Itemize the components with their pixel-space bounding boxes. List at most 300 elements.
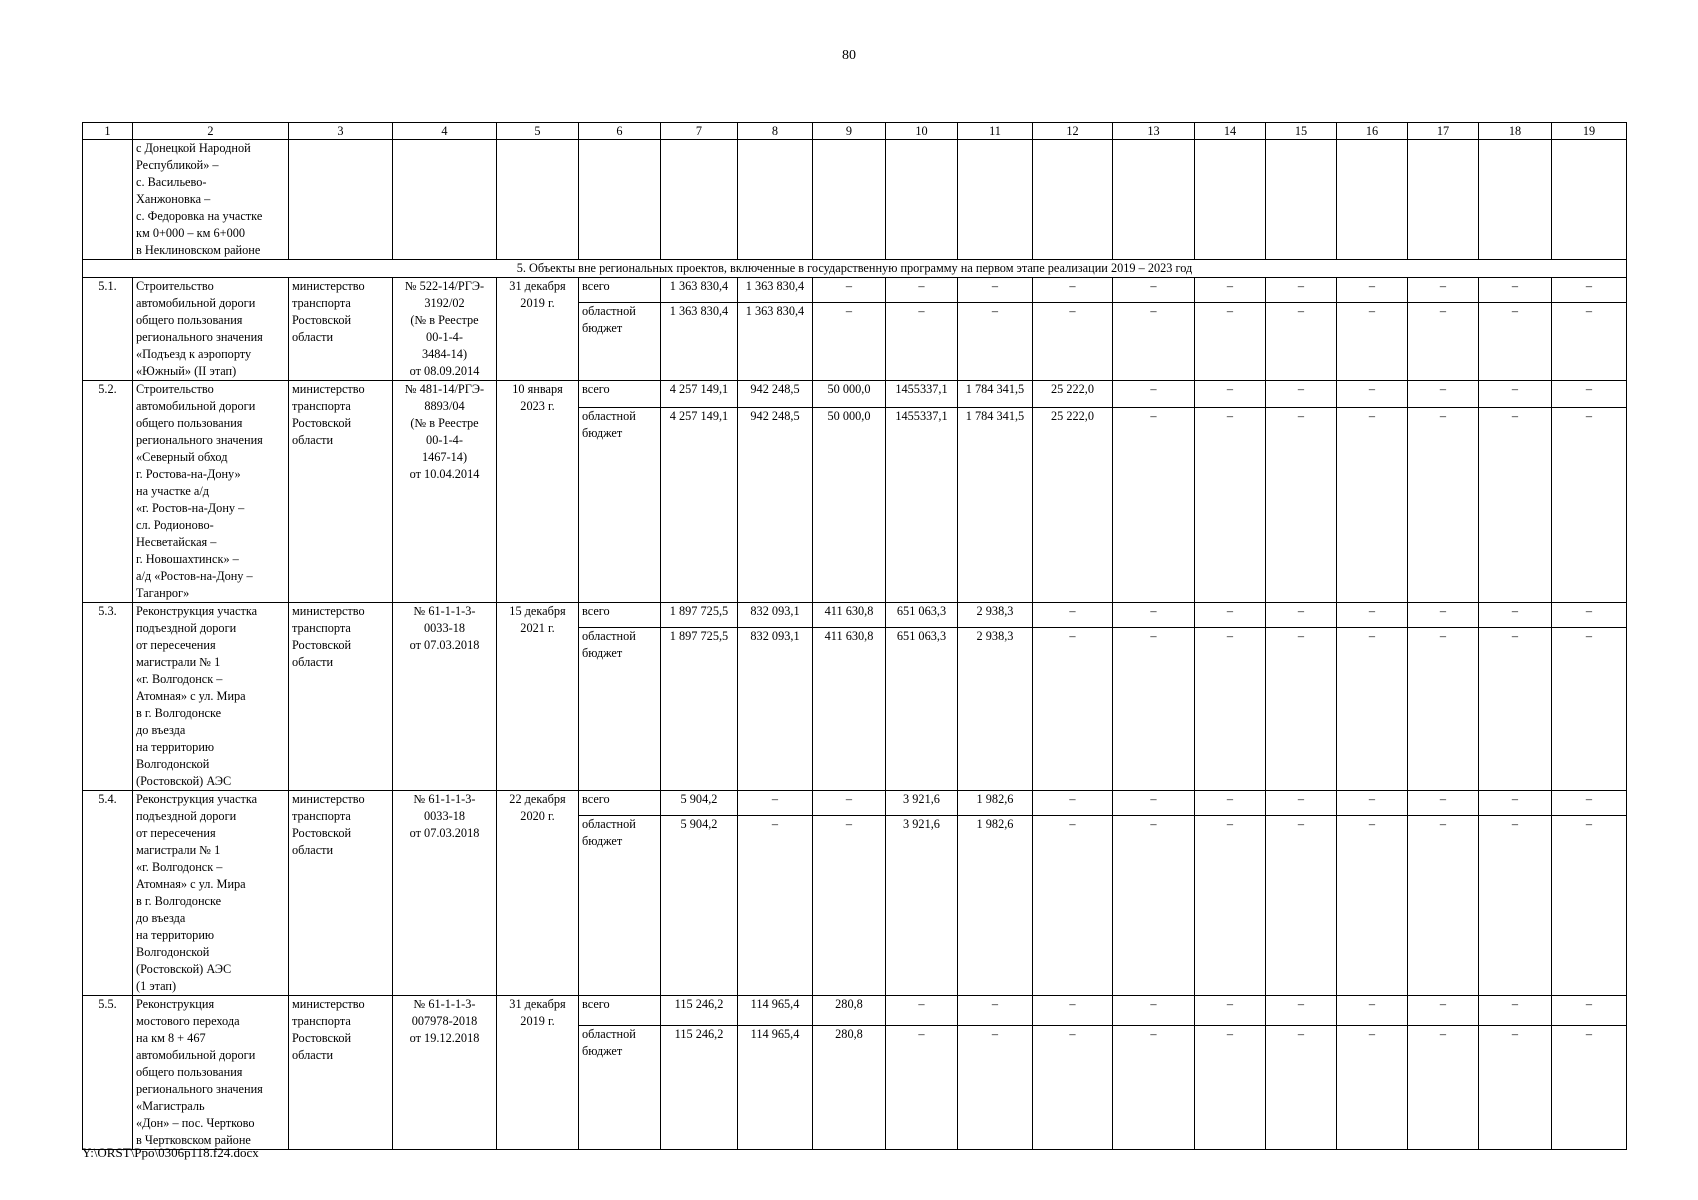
funding-amount-text: –: [1439, 304, 1447, 318]
funding-amount: [1479, 278, 1552, 303]
funding-amount: [1337, 278, 1408, 303]
funding-amount-text: –: [1439, 792, 1447, 806]
funding-amount-text: 2 938,3: [976, 629, 1014, 643]
column-number-header-text: 17: [1436, 124, 1450, 138]
funding-amount-text: –: [845, 817, 853, 831]
funding-amount-text: 1455337,1: [895, 382, 948, 396]
funding-amount-text: –: [845, 792, 853, 806]
funding-amount: [1033, 628, 1113, 791]
cell-empty: [393, 140, 497, 260]
funding-amount-text: –: [1585, 997, 1593, 1011]
funding-amount: [813, 791, 886, 816]
funding-amount: [813, 408, 886, 603]
funding-amount-text: –: [1069, 304, 1076, 318]
funding-amount: [1033, 381, 1113, 408]
funding-amount: [1479, 791, 1552, 816]
section-title-row: [83, 260, 1627, 278]
table-row: [83, 996, 1627, 1026]
cell-empty: [1113, 140, 1195, 260]
customer-name: [289, 603, 393, 791]
funding-amount-text: –: [1511, 629, 1519, 643]
funding-source: [579, 381, 661, 408]
object-name-text: Реконструкция участка подъездной дороги от пересечения магистрали № 1 «г. Волгодонск – Атомная» с ул. Мира в г. Волгодонске до въезда на территорию Волгодонской (Ростовской) АЭС (1 этап): [136, 792, 258, 993]
funding-amount: [1113, 278, 1195, 303]
funding-amount: [813, 603, 886, 628]
funding-amount-text: –: [1226, 817, 1234, 831]
expertise-conclusion: [393, 381, 497, 603]
funding-amount: [813, 303, 886, 381]
funding-amount-text: 411 630,8: [824, 604, 874, 618]
funding-amount-text: –: [1439, 409, 1447, 423]
funding-amount-text: –: [771, 792, 779, 806]
row-number-text: 5.1.: [98, 279, 117, 293]
funding-source: [579, 303, 661, 381]
funding-amount-text: –: [1297, 997, 1305, 1011]
funding-amount-text: 280,8: [835, 1027, 863, 1041]
funding-amount: [1266, 408, 1337, 603]
funding-amount-text: 1 982,6: [976, 792, 1014, 806]
funding-amount: [1337, 381, 1408, 408]
funding-amount-text: –: [1069, 997, 1076, 1011]
column-number-header-text: 2: [207, 124, 214, 138]
completion-date-text: 31 декабря 2019 г.: [509, 279, 566, 310]
customer-name-text: министерство транспорта Ростовской области: [292, 382, 365, 447]
funding-amount-text: –: [1585, 279, 1593, 293]
funding-amount: [1033, 1026, 1113, 1150]
funding-amount: [661, 628, 738, 791]
row-number: [83, 381, 133, 603]
funding-amount-text: 411 630,8: [824, 629, 874, 643]
funding-amount: [958, 628, 1033, 791]
funding-amount: [813, 816, 886, 996]
funding-amount: [1113, 791, 1195, 816]
funding-amount: [738, 408, 813, 603]
funding-amount-text: –: [1368, 604, 1376, 618]
expertise-conclusion: [393, 996, 497, 1150]
funding-amount-text: 115 246,2: [674, 997, 724, 1011]
funding-amount-text: –: [1511, 304, 1519, 318]
funding-source: [579, 1026, 661, 1150]
expertise-conclusion: [393, 278, 497, 381]
object-name: [133, 603, 289, 791]
funding-amount: [886, 628, 958, 791]
cell-empty: [1266, 140, 1337, 260]
funding-amount: [1033, 816, 1113, 996]
funding-amount-text: –: [1297, 604, 1305, 618]
column-number-header: [1408, 123, 1479, 140]
expertise-conclusion: [393, 791, 497, 996]
funding-amount-text: 1 982,6: [976, 817, 1014, 831]
funding-amount: [661, 1026, 738, 1150]
funding-amount: [1266, 381, 1337, 408]
funding-amount: [1033, 303, 1113, 381]
funding-amount: [661, 278, 738, 303]
cell-empty: [497, 140, 579, 260]
column-number-header: [1552, 123, 1627, 140]
funding-amount: [661, 816, 738, 996]
funding-amount: [1195, 303, 1266, 381]
funding-amount-text: –: [1439, 279, 1447, 293]
funding-amount-text: –: [1585, 382, 1593, 396]
funding-amount: [1195, 603, 1266, 628]
funding-amount: [1266, 816, 1337, 996]
funding-amount-text: –: [918, 279, 925, 293]
funding-amount: [958, 996, 1033, 1026]
column-number-header-text: 11: [989, 124, 1001, 138]
funding-amount: [1113, 816, 1195, 996]
column-number-header-text: 14: [1223, 124, 1237, 138]
funding-amount-text: 1 363 830,4: [745, 279, 805, 293]
funding-amount-text: 942 248,5: [750, 409, 800, 423]
funding-amount: [1113, 408, 1195, 603]
funding-amount: [813, 996, 886, 1026]
completion-date: [497, 603, 579, 791]
funding-amount: [958, 791, 1033, 816]
customer-name-text: министерство транспорта Ростовской области: [292, 792, 365, 857]
funding-source: [579, 408, 661, 603]
expertise-conclusion-text: № 481-14/РГЭ- 8893/04 (№ в Реестре 00-1-4- 1467-14) от 10.04.2014: [404, 382, 485, 481]
funding-amount-text: –: [1150, 1027, 1157, 1041]
column-number-header: [813, 123, 886, 140]
funding-amount-text: –: [1585, 1027, 1593, 1041]
funding-amount: [958, 603, 1033, 628]
row-number-text: 5.2.: [98, 382, 117, 396]
funding-amount: [958, 816, 1033, 996]
object-name-text: Строительство автомобильной дороги общего пользования регионального значения «Северный обход г. Ростова-на-Дону» на участке а/д «г. Ростов-на-Дону – сл. Родионово- Несветайская – г. Новошахтинск» – а/д «Ростов-на-Дону – Таганрог»: [136, 382, 263, 600]
funding-amount: [1408, 628, 1479, 791]
funding-amount: [661, 381, 738, 408]
funding-amount-text: –: [1585, 604, 1593, 618]
funding-amount-text: –: [1150, 817, 1157, 831]
funding-source: [579, 278, 661, 303]
funding-amount-text: –: [991, 997, 999, 1011]
funding-amount: [1266, 278, 1337, 303]
funding-amount: [1479, 628, 1552, 791]
completion-date: [497, 996, 579, 1150]
completion-date: [497, 791, 579, 996]
funding-amount: [1195, 996, 1266, 1026]
funding-amount-text: 50 000,0: [827, 382, 871, 396]
cell-empty: [1408, 140, 1479, 260]
customer-name: [289, 381, 393, 603]
funding-amount-text: –: [991, 1027, 999, 1041]
funding-amount-text: –: [1297, 817, 1305, 831]
funding-amount: [1552, 791, 1627, 816]
funding-amount: [1552, 408, 1627, 603]
funding-amount-text: –: [1226, 279, 1234, 293]
completion-date: [497, 381, 579, 603]
funding-amount: [1195, 278, 1266, 303]
funding-amount-text: 3 921,6: [903, 817, 940, 831]
funding-amount: [1337, 628, 1408, 791]
funding-amount-text: –: [1585, 304, 1593, 318]
funding-amount-text: –: [1439, 1027, 1447, 1041]
funding-amount-text: –: [1368, 304, 1376, 318]
funding-amount-text: –: [1069, 629, 1076, 643]
expertise-conclusion-text: № 61-1-1-3- 0033-18 от 07.03.2018: [409, 604, 480, 652]
funding-amount-text: –: [918, 997, 925, 1011]
object-name: [133, 791, 289, 996]
funding-amount-text: –: [1511, 382, 1519, 396]
funding-amount-text: –: [1069, 1027, 1076, 1041]
funding-amount: [738, 1026, 813, 1150]
funding-amount-text: –: [1368, 817, 1376, 831]
funding-amount: [1266, 996, 1337, 1026]
funding-amount-text: –: [1226, 304, 1234, 318]
object-name: [133, 996, 289, 1150]
funding-amount-text: –: [1069, 604, 1076, 618]
funding-amount-text: 1 897 725,5: [669, 629, 729, 643]
funding-amount-text: –: [1297, 279, 1305, 293]
funding-amount-text: –: [1368, 997, 1376, 1011]
expertise-conclusion-text: № 61-1-1-3- 0033-18 от 07.03.2018: [409, 792, 480, 840]
cell-empty: [1337, 140, 1408, 260]
funding-amount: [738, 996, 813, 1026]
funding-source: [579, 603, 661, 628]
funding-amount: [1337, 603, 1408, 628]
funding-amount-text: –: [1368, 1027, 1376, 1041]
funding-amount-text: –: [1150, 382, 1157, 396]
column-number-header-text: 3: [337, 124, 344, 138]
funding-amount-text: 114 965,4: [750, 1027, 800, 1041]
funding-amount-text: –: [1439, 997, 1447, 1011]
funding-amount-text: 1 363 830,4: [669, 304, 729, 318]
funding-amount-text: –: [1226, 997, 1234, 1011]
funding-amount-text: –: [1226, 382, 1234, 396]
funding-amount-text: 1 897 725,5: [669, 604, 729, 618]
column-number-header: [738, 123, 813, 140]
funding-amount-text: –: [1150, 604, 1157, 618]
funding-amount: [1408, 381, 1479, 408]
funding-amount: [886, 996, 958, 1026]
funding-amount: [1195, 408, 1266, 603]
column-number-header-text: 7: [695, 124, 703, 138]
funding-amount-text: 651 063,3: [896, 604, 947, 618]
column-number-header-text: 19: [1582, 124, 1596, 138]
funding-amount-text: –: [845, 279, 853, 293]
funding-amount-text: 5 904,2: [680, 792, 718, 806]
funding-amount: [1266, 303, 1337, 381]
funding-amount-text: 1 784 341,5: [965, 409, 1025, 423]
funding-source: [579, 996, 661, 1026]
funding-amount: [1337, 791, 1408, 816]
funding-source-text: всего: [582, 382, 610, 396]
funding-amount: [1408, 278, 1479, 303]
funding-amount: [1552, 816, 1627, 996]
funding-amount: [1408, 996, 1479, 1026]
funding-amount: [958, 408, 1033, 603]
funding-amount: [1479, 816, 1552, 996]
funding-amount: [958, 381, 1033, 408]
column-number-header-text: 12: [1066, 124, 1079, 138]
funding-amount-text: 1 784 341,5: [965, 382, 1025, 396]
expertise-conclusion-text: № 522-14/РГЭ- 3192/02 (№ в Реестре 00-1-4- 3484-14) от 08.09.2014: [404, 279, 485, 378]
funding-amount: [1033, 408, 1113, 603]
column-number-header-text: 5: [534, 124, 541, 138]
continuation-row: [83, 140, 1627, 260]
funding-amount: [1113, 628, 1195, 791]
cell-empty: [958, 140, 1033, 260]
funding-amount: [1033, 278, 1113, 303]
expertise-conclusion-text: № 61-1-1-3- 007978-2018 от 19.12.2018: [409, 997, 480, 1045]
funding-amount: [1552, 381, 1627, 408]
funding-amount: [738, 381, 813, 408]
column-number-header: [133, 123, 289, 140]
funding-amount-text: –: [1226, 1027, 1234, 1041]
funding-amount-text: –: [1297, 629, 1305, 643]
column-number-header-text: 18: [1508, 124, 1522, 138]
funding-amount: [738, 628, 813, 791]
funding-amount: [1552, 603, 1627, 628]
funding-amount: [738, 816, 813, 996]
customer-name: [289, 278, 393, 381]
object-name-continuation: [133, 140, 289, 260]
funding-source-text: областной бюджет: [582, 304, 636, 335]
funding-source: [579, 791, 661, 816]
column-number-header-text: 6: [616, 124, 623, 138]
funding-amount-text: 1 363 830,4: [669, 279, 729, 293]
funding-amount: [958, 303, 1033, 381]
funding-amount: [1408, 303, 1479, 381]
cell-empty: [1479, 140, 1552, 260]
column-number-header: [1033, 123, 1113, 140]
funding-amount-text: –: [1585, 409, 1593, 423]
funding-amount: [1408, 408, 1479, 603]
funding-amount: [886, 816, 958, 996]
funding-amount: [1552, 996, 1627, 1026]
column-number-header-row: [83, 123, 1627, 140]
customer-name-text: министерство транспорта Ростовской области: [292, 997, 365, 1062]
column-number-header: [83, 123, 133, 140]
column-number-header: [1195, 123, 1266, 140]
funding-amount: [886, 381, 958, 408]
funding-amount-text: –: [1585, 817, 1593, 831]
funding-amount-text: 942 248,5: [750, 382, 800, 396]
funding-amount-text: –: [845, 304, 853, 318]
funding-amount: [1195, 381, 1266, 408]
funding-amount-text: –: [1585, 629, 1593, 643]
column-number-header-text: 10: [915, 124, 928, 138]
cell-empty: [1552, 140, 1627, 260]
funding-amount: [1479, 303, 1552, 381]
funding-amount-text: –: [1368, 629, 1376, 643]
funding-amount: [738, 303, 813, 381]
funding-amount-text: –: [1150, 997, 1157, 1011]
funding-amount-text: –: [1368, 382, 1376, 396]
funding-amount-text: 651 063,3: [896, 629, 947, 643]
footer-file-path: Y:\ORST\Ppo\0306p118.f24.docx: [82, 1145, 259, 1160]
funding-amount: [1266, 791, 1337, 816]
column-number-header-text: 16: [1365, 124, 1379, 138]
table-row: [83, 381, 1627, 408]
funding-amount-text: 25 222,0: [1050, 382, 1095, 396]
funding-amount: [1113, 303, 1195, 381]
column-number-header: [1337, 123, 1408, 140]
funding-amount: [738, 791, 813, 816]
funding-amount: [1552, 303, 1627, 381]
funding-amount-text: –: [1069, 817, 1076, 831]
funding-source-text: областной бюджет: [582, 1027, 636, 1058]
funding-amount-text: –: [991, 304, 999, 318]
expertise-conclusion: [393, 603, 497, 791]
funding-amount-text: –: [1511, 997, 1519, 1011]
column-number-header: [661, 123, 738, 140]
funding-amount-text: 5 904,2: [680, 817, 718, 831]
funding-amount: [1479, 603, 1552, 628]
funding-amount: [1408, 603, 1479, 628]
funding-amount-text: –: [1511, 604, 1519, 618]
funding-amount: [1552, 278, 1627, 303]
funding-amount-text: –: [991, 279, 999, 293]
funding-amount: [1337, 303, 1408, 381]
funding-amount-text: –: [1297, 382, 1305, 396]
object-name-text: Реконструкция мостового перехода на км 8 + 467 автомобильной дороги общего пользования регионального значения «Магистраль «Дон» – пос. Чертково в Чертковском районе: [136, 997, 263, 1147]
funding-amount-text: –: [918, 304, 925, 318]
funding-amount: [1337, 408, 1408, 603]
funding-amount: [1195, 816, 1266, 996]
funding-amount: [1195, 1026, 1266, 1150]
cell-empty: [661, 140, 738, 260]
funding-amount-text: –: [771, 817, 779, 831]
funding-amount: [813, 278, 886, 303]
column-number-header: [579, 123, 661, 140]
funding-amount: [958, 1026, 1033, 1150]
customer-name-text: министерство транспорта Ростовской области: [292, 604, 365, 669]
funding-amount: [1479, 381, 1552, 408]
row-number: [83, 278, 133, 381]
funding-amount: [1113, 603, 1195, 628]
funding-amount: [813, 381, 886, 408]
funding-amount-text: 115 246,2: [674, 1027, 724, 1041]
funding-amount-text: 2 938,3: [976, 604, 1014, 618]
funding-amount-text: –: [1297, 1027, 1305, 1041]
section-title: [83, 260, 1627, 278]
funding-amount: [1552, 628, 1627, 791]
funding-amount: [661, 791, 738, 816]
funding-amount: [1033, 603, 1113, 628]
funding-amount-text: 50 000,0: [827, 409, 871, 423]
funding-amount: [813, 628, 886, 791]
funding-amount-text: –: [1150, 304, 1157, 318]
funding-amount: [886, 408, 958, 603]
program-objects-table: [82, 122, 1627, 1150]
object-name: [133, 278, 289, 381]
funding-amount: [886, 791, 958, 816]
customer-name-text: министерство транспорта Ростовской области: [292, 279, 365, 344]
funding-amount: [661, 408, 738, 603]
funding-amount: [1337, 1026, 1408, 1150]
funding-amount: [661, 303, 738, 381]
column-number-header: [393, 123, 497, 140]
table-row: [83, 791, 1627, 816]
funding-amount: [1479, 1026, 1552, 1150]
object-name-text: Строительство автомобильной дороги общего пользования регионального значения «Подъезд к аэропорту «Южный» (II этап): [136, 279, 263, 378]
column-number-header-text: 8: [771, 124, 779, 138]
funding-amount-text: –: [1069, 792, 1076, 806]
funding-amount: [813, 1026, 886, 1150]
column-number-header: [1479, 123, 1552, 140]
funding-amount-text: –: [1150, 792, 1157, 806]
funding-source-text: областной бюджет: [582, 409, 636, 440]
cell-empty: [1033, 140, 1113, 260]
funding-amount-text: –: [1297, 409, 1305, 423]
funding-source-text: областной бюджет: [582, 817, 636, 848]
funding-amount-text: –: [1226, 792, 1234, 806]
completion-date-text: 15 декабря 2021 г.: [509, 604, 566, 635]
column-number-header: [886, 123, 958, 140]
funding-source-text: всего: [582, 792, 610, 806]
row-number: [83, 603, 133, 791]
